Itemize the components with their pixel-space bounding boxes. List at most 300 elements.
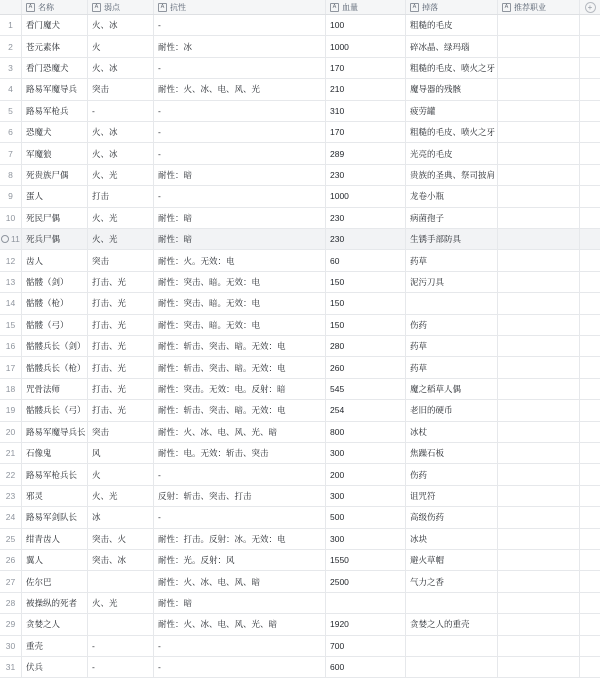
cell-drop[interactable]	[406, 186, 498, 206]
cell-drop[interactable]	[406, 58, 498, 78]
cell-weakness[interactable]	[88, 464, 154, 484]
row-index[interactable]	[0, 550, 22, 570]
cell-resistance[interactable]	[154, 657, 326, 677]
table-row[interactable]	[0, 208, 600, 229]
cell-drop[interactable]	[406, 143, 498, 163]
cell-recommended-job[interactable]	[498, 101, 580, 121]
cell-recommended-job[interactable]	[498, 272, 580, 292]
cell-drop[interactable]	[406, 15, 498, 35]
table-row[interactable]	[0, 101, 600, 122]
cell-hp[interactable]	[326, 336, 406, 356]
cell-recommended-job[interactable]	[498, 357, 580, 377]
table-row[interactable]	[0, 571, 600, 592]
cell-name[interactable]	[22, 36, 88, 56]
cell-name-text: 石像鬼	[26, 448, 52, 459]
row-index[interactable]	[0, 464, 22, 484]
row-index[interactable]	[0, 101, 22, 121]
table-row[interactable]	[0, 529, 600, 550]
cell-weakness[interactable]	[88, 15, 154, 35]
cell-weakness[interactable]	[88, 529, 154, 549]
cell-resistance[interactable]	[154, 336, 326, 356]
cell-recommended-job[interactable]	[498, 486, 580, 506]
cell-drop[interactable]	[406, 593, 498, 613]
cell-name[interactable]	[22, 636, 88, 656]
cell-hp[interactable]	[326, 165, 406, 185]
cell-hp[interactable]	[326, 58, 406, 78]
cell-resistance[interactable]	[154, 550, 326, 570]
cell-name[interactable]	[22, 208, 88, 228]
cell-name[interactable]	[22, 143, 88, 163]
table-row[interactable]	[0, 550, 600, 571]
cell-weakness[interactable]	[88, 58, 154, 78]
row-filler	[580, 422, 600, 442]
cell-weakness[interactable]	[88, 272, 154, 292]
table-row[interactable]	[0, 36, 600, 57]
table-row[interactable]	[0, 186, 600, 207]
cell-resistance[interactable]	[154, 186, 326, 206]
cell-recommended-job[interactable]	[498, 15, 580, 35]
cell-recommended-job[interactable]	[498, 293, 580, 313]
cell-resistance[interactable]	[154, 443, 326, 463]
cell-weakness[interactable]	[88, 250, 154, 270]
cell-recommended-job[interactable]	[498, 315, 580, 335]
cell-name[interactable]	[22, 336, 88, 356]
cell-hp[interactable]	[326, 571, 406, 591]
table-row[interactable]	[0, 15, 600, 36]
cell-drop[interactable]	[406, 529, 498, 549]
cell-hp[interactable]	[326, 657, 406, 677]
cell-recommended-job[interactable]	[498, 571, 580, 591]
table-row[interactable]	[0, 614, 600, 635]
column-header-recommended-job[interactable]: A 推荐职业	[498, 0, 580, 14]
cell-name[interactable]	[22, 400, 88, 420]
cell-weakness[interactable]	[88, 486, 154, 506]
cell-hp[interactable]	[326, 315, 406, 335]
table-row[interactable]	[0, 486, 600, 507]
cell-name[interactable]	[22, 293, 88, 313]
cell-name[interactable]	[22, 186, 88, 206]
row-index[interactable]	[0, 657, 22, 677]
add-column-button[interactable]	[580, 0, 600, 14]
row-index[interactable]	[0, 122, 22, 142]
cell-name[interactable]	[22, 165, 88, 185]
cell-resistance[interactable]	[154, 529, 326, 549]
cell-drop[interactable]	[406, 443, 498, 463]
cell-resistance[interactable]	[154, 486, 326, 506]
cell-recommended-job[interactable]	[498, 143, 580, 163]
cell-resistance[interactable]	[154, 101, 326, 121]
cell-drop[interactable]	[406, 486, 498, 506]
cell-hp[interactable]	[326, 79, 406, 99]
cell-resistance[interactable]	[154, 229, 326, 249]
cell-drop[interactable]	[406, 657, 498, 677]
cell-hp[interactable]	[326, 293, 406, 313]
cell-resistance[interactable]	[154, 636, 326, 656]
cell-weakness[interactable]	[88, 208, 154, 228]
table-row[interactable]	[0, 593, 600, 614]
cell-name[interactable]	[22, 657, 88, 677]
table-row[interactable]	[0, 636, 600, 657]
cell-drop[interactable]	[406, 229, 498, 249]
cell-name[interactable]	[22, 486, 88, 506]
table-row[interactable]	[0, 250, 600, 271]
cell-name[interactable]	[22, 379, 88, 399]
cell-weakness[interactable]	[88, 165, 154, 185]
cell-recommended-job[interactable]	[498, 464, 580, 484]
cell-weakness[interactable]	[88, 550, 154, 570]
row-filler	[580, 379, 600, 399]
row-index[interactable]	[0, 593, 22, 613]
cell-hp-text: 230	[330, 169, 345, 180]
row-index[interactable]	[0, 293, 22, 313]
cell-weakness[interactable]	[88, 657, 154, 677]
cell-weakness[interactable]	[88, 443, 154, 463]
row-index[interactable]	[0, 250, 22, 270]
cell-hp[interactable]	[326, 229, 406, 249]
cell-weakness[interactable]	[88, 571, 154, 591]
cell-resistance[interactable]	[154, 272, 326, 292]
cell-drop[interactable]	[406, 636, 498, 656]
cell-hp-text: 260	[330, 362, 345, 373]
cell-resistance[interactable]	[154, 122, 326, 142]
cell-resistance[interactable]	[154, 357, 326, 377]
cell-resistance[interactable]	[154, 58, 326, 78]
cell-name[interactable]	[22, 58, 88, 78]
row-index-text: 29	[5, 619, 16, 630]
cell-recommended-job[interactable]	[498, 636, 580, 656]
cell-resistance[interactable]	[154, 422, 326, 442]
cell-hp-text: 230	[330, 212, 345, 223]
row-filler	[580, 443, 600, 463]
table-row[interactable]	[0, 58, 600, 79]
row-index[interactable]	[0, 443, 22, 463]
cell-recommended-job[interactable]	[498, 550, 580, 570]
table-row[interactable]	[0, 443, 600, 464]
row-select-radio-icon[interactable]	[1, 235, 9, 243]
cell-recommended-job[interactable]	[498, 336, 580, 356]
table-row[interactable]	[0, 79, 600, 100]
cell-name[interactable]	[22, 315, 88, 335]
cell-hp-text: 800	[330, 426, 345, 437]
column-header-resistance[interactable]: A 抗性	[154, 0, 326, 14]
row-index[interactable]	[0, 422, 22, 442]
cell-weakness-text: 火、冰	[92, 127, 118, 138]
cell-weakness[interactable]	[88, 79, 154, 99]
cell-weakness[interactable]	[88, 143, 154, 163]
cell-drop[interactable]	[406, 36, 498, 56]
table-row[interactable]	[0, 165, 600, 186]
cell-weakness[interactable]	[88, 186, 154, 206]
table-row[interactable]	[0, 464, 600, 485]
row-index[interactable]	[0, 400, 22, 420]
cell-drop[interactable]	[406, 379, 498, 399]
cell-name-text: 恐魔犬	[26, 127, 52, 138]
cell-hp-text: 545	[330, 383, 345, 394]
cell-recommended-job[interactable]	[498, 58, 580, 78]
table-row[interactable]	[0, 293, 600, 314]
cell-name[interactable]	[22, 79, 88, 99]
cell-drop[interactable]	[406, 464, 498, 484]
cell-recommended-job[interactable]	[498, 36, 580, 56]
column-header-weakness[interactable]: A 弱点	[88, 0, 154, 14]
cell-name[interactable]	[22, 357, 88, 377]
cell-hp[interactable]	[326, 379, 406, 399]
cell-hp-text: 300	[330, 490, 345, 501]
cell-drop[interactable]	[406, 571, 498, 591]
cell-recommended-job[interactable]	[498, 250, 580, 270]
row-index[interactable]	[0, 36, 22, 56]
cell-weakness[interactable]	[88, 357, 154, 377]
cell-resistance[interactable]	[154, 464, 326, 484]
table-row[interactable]	[0, 315, 600, 336]
row-index-text: 11	[11, 234, 20, 245]
cell-drop-text: 诅咒符	[410, 490, 436, 501]
cell-drop-text: 药草	[410, 255, 428, 266]
cell-hp[interactable]	[326, 143, 406, 163]
cell-name[interactable]	[22, 529, 88, 549]
cell-name[interactable]	[22, 571, 88, 591]
cell-drop[interactable]	[406, 550, 498, 570]
cell-drop[interactable]	[406, 101, 498, 121]
cell-hp[interactable]	[326, 614, 406, 634]
row-index[interactable]	[0, 208, 22, 228]
cell-weakness-text: 突击	[92, 255, 110, 266]
cell-resistance-text: -	[158, 191, 161, 202]
row-index[interactable]	[0, 614, 22, 634]
row-index[interactable]	[0, 15, 22, 35]
cell-hp[interactable]	[326, 529, 406, 549]
cell-weakness[interactable]	[88, 229, 154, 249]
cell-drop[interactable]	[406, 293, 498, 313]
row-index-text: 3	[8, 62, 13, 73]
cell-name[interactable]	[22, 250, 88, 270]
header-index	[0, 0, 22, 14]
cell-name[interactable]	[22, 464, 88, 484]
row-filler	[580, 272, 600, 292]
cell-drop[interactable]	[406, 315, 498, 335]
cell-resistance[interactable]	[154, 293, 326, 313]
cell-recommended-job[interactable]	[498, 400, 580, 420]
cell-resistance[interactable]	[154, 165, 326, 185]
table-row[interactable]	[0, 272, 600, 293]
cell-resistance[interactable]	[154, 379, 326, 399]
table-row[interactable]	[0, 379, 600, 400]
cell-hp[interactable]	[326, 507, 406, 527]
table-row[interactable]	[0, 336, 600, 357]
table-row[interactable]	[0, 400, 600, 421]
column-header-hp[interactable]: A 血量	[326, 0, 406, 14]
cell-hp[interactable]	[326, 186, 406, 206]
cell-hp[interactable]	[326, 101, 406, 121]
cell-hp[interactable]	[326, 400, 406, 420]
row-index-text: 14	[5, 298, 16, 309]
cell-name[interactable]	[22, 101, 88, 121]
cell-drop[interactable]	[406, 422, 498, 442]
cell-hp[interactable]	[326, 486, 406, 506]
cell-resistance[interactable]	[154, 15, 326, 35]
cell-recommended-job[interactable]	[498, 379, 580, 399]
cell-drop[interactable]	[406, 272, 498, 292]
cell-drop[interactable]	[406, 250, 498, 270]
table-row[interactable]	[0, 143, 600, 164]
cell-hp[interactable]	[326, 15, 406, 35]
cell-name[interactable]	[22, 614, 88, 634]
cell-hp[interactable]	[326, 357, 406, 377]
row-index[interactable]	[0, 143, 22, 163]
row-index[interactable]	[0, 486, 22, 506]
cell-weakness[interactable]	[88, 122, 154, 142]
cell-recommended-job[interactable]	[498, 529, 580, 549]
cell-resistance[interactable]	[154, 143, 326, 163]
cell-name[interactable]	[22, 122, 88, 142]
table-row[interactable]	[0, 422, 600, 443]
cell-recommended-job[interactable]	[498, 593, 580, 613]
cell-weakness[interactable]	[88, 636, 154, 656]
cell-resistance[interactable]	[154, 593, 326, 613]
cell-resistance[interactable]	[154, 507, 326, 527]
cell-weakness[interactable]	[88, 507, 154, 527]
row-index-text: 25	[5, 533, 16, 544]
row-index[interactable]	[0, 529, 22, 549]
cell-drop[interactable]	[406, 208, 498, 228]
column-header-drop[interactable]: A 掉落	[406, 0, 498, 14]
cell-drop[interactable]	[406, 400, 498, 420]
cell-resistance[interactable]	[154, 36, 326, 56]
row-filler	[580, 15, 600, 35]
row-index[interactable]	[0, 229, 22, 249]
cell-recommended-job[interactable]	[498, 208, 580, 228]
cell-hp-text: 310	[330, 105, 345, 116]
cell-name[interactable]	[22, 593, 88, 613]
cell-drop[interactable]	[406, 122, 498, 142]
cell-weakness-text: -	[92, 662, 95, 673]
cell-hp-text: 150	[330, 276, 345, 287]
cell-hp[interactable]	[326, 422, 406, 442]
column-header-name[interactable]: A 名称	[22, 0, 88, 14]
cell-resistance[interactable]	[154, 400, 326, 420]
cell-weakness-text: 风	[92, 448, 101, 459]
table-row[interactable]	[0, 507, 600, 528]
cell-hp[interactable]	[326, 636, 406, 656]
row-index[interactable]	[0, 507, 22, 527]
cell-resistance[interactable]	[154, 614, 326, 634]
cell-recommended-job[interactable]	[498, 186, 580, 206]
cell-recommended-job[interactable]	[498, 422, 580, 442]
cell-drop[interactable]	[406, 336, 498, 356]
cell-hp[interactable]	[326, 464, 406, 484]
cell-resistance-text: 耐性：突击、暗。无效：电	[158, 319, 261, 330]
cell-weakness[interactable]	[88, 315, 154, 335]
table-row[interactable]	[0, 229, 600, 250]
cell-hp[interactable]	[326, 250, 406, 270]
cell-name-text: 路易军枪兵	[26, 105, 69, 116]
cell-weakness[interactable]	[88, 101, 154, 121]
cell-resistance[interactable]	[154, 315, 326, 335]
cell-resistance[interactable]	[154, 208, 326, 228]
table-row[interactable]	[0, 657, 600, 678]
row-index[interactable]	[0, 186, 22, 206]
table-row[interactable]	[0, 357, 600, 378]
cell-recommended-job[interactable]	[498, 507, 580, 527]
cell-weakness[interactable]	[88, 379, 154, 399]
cell-weakness[interactable]	[88, 422, 154, 442]
cell-recommended-job[interactable]	[498, 79, 580, 99]
cell-name[interactable]	[22, 507, 88, 527]
row-index[interactable]	[0, 636, 22, 656]
cell-weakness[interactable]	[88, 400, 154, 420]
cell-name[interactable]	[22, 15, 88, 35]
cell-resistance-text: -	[158, 62, 161, 73]
row-index[interactable]	[0, 379, 22, 399]
cell-resistance[interactable]	[154, 79, 326, 99]
cell-weakness-text: 打击、光	[92, 298, 127, 309]
cell-hp[interactable]	[326, 272, 406, 292]
cell-hp-text: 500	[330, 512, 345, 523]
row-index[interactable]	[0, 336, 22, 356]
cell-weakness[interactable]	[88, 593, 154, 613]
cell-name-text: 邪灵	[26, 490, 44, 501]
cell-hp[interactable]	[326, 122, 406, 142]
cell-hp-text: 100	[330, 20, 345, 31]
cell-drop[interactable]	[406, 165, 498, 185]
cell-drop[interactable]	[406, 507, 498, 527]
row-index-text: 31	[5, 662, 16, 673]
cell-recommended-job[interactable]	[498, 122, 580, 142]
cell-resistance[interactable]	[154, 250, 326, 270]
row-index[interactable]	[0, 571, 22, 591]
cell-recommended-job[interactable]	[498, 443, 580, 463]
cell-weakness-text: 打击、光	[92, 341, 127, 352]
row-index[interactable]	[0, 58, 22, 78]
row-index[interactable]	[0, 272, 22, 292]
cell-name[interactable]	[22, 272, 88, 292]
cell-recommended-job[interactable]	[498, 614, 580, 634]
cell-drop-text: 贵族的圣典、祭司披肩	[410, 169, 496, 180]
cell-name[interactable]	[22, 229, 88, 249]
cell-recommended-job[interactable]	[498, 165, 580, 185]
cell-resistance[interactable]	[154, 571, 326, 591]
row-index[interactable]	[0, 357, 22, 377]
cell-hp[interactable]	[326, 208, 406, 228]
cell-recommended-job[interactable]	[498, 657, 580, 677]
cell-drop-text: 碎冰晶、绿玛瑙	[410, 41, 470, 52]
cell-name[interactable]	[22, 422, 88, 442]
row-index[interactable]	[0, 315, 22, 335]
cell-name-text: 重壳	[26, 640, 44, 651]
cell-weakness[interactable]	[88, 336, 154, 356]
cell-weakness[interactable]	[88, 293, 154, 313]
cell-hp[interactable]	[326, 593, 406, 613]
row-index-text: 8	[8, 169, 13, 180]
cell-weakness[interactable]	[88, 36, 154, 56]
cell-drop-text: 生锈手部防具	[410, 234, 462, 245]
cell-weakness[interactable]	[88, 614, 154, 634]
cell-drop[interactable]	[406, 79, 498, 99]
cell-name[interactable]	[22, 443, 88, 463]
cell-hp[interactable]	[326, 443, 406, 463]
row-index[interactable]	[0, 79, 22, 99]
cell-drop[interactable]	[406, 614, 498, 634]
table-row[interactable]	[0, 122, 600, 143]
cell-hp[interactable]	[326, 550, 406, 570]
cell-drop[interactable]	[406, 357, 498, 377]
row-index[interactable]	[0, 165, 22, 185]
cell-name[interactable]	[22, 550, 88, 570]
cell-recommended-job[interactable]	[498, 229, 580, 249]
cell-hp[interactable]	[326, 36, 406, 56]
cell-resistance-text: 耐性：斩击、突击、暗。无效：电	[158, 362, 286, 373]
cell-weakness-text: 火、光	[92, 169, 118, 180]
